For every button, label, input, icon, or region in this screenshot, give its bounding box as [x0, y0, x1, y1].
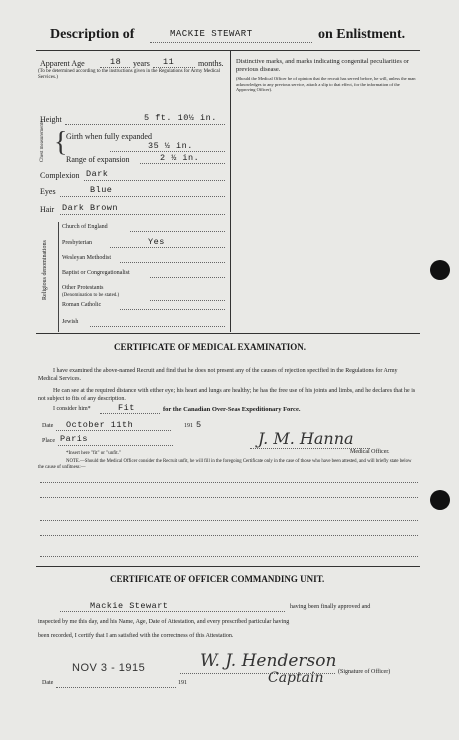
- cause-line-1: [40, 482, 418, 483]
- complexion-line: [84, 180, 225, 181]
- commanding-line-2: inspected by me this day, and his Name, Age, Date of Attestation, and every prescribed particular having: [38, 619, 290, 625]
- eyes-line: [60, 196, 225, 197]
- date-value: October 11th: [66, 420, 134, 430]
- fit-footnote: *Insert here "fit" or "unfit.": [66, 451, 121, 456]
- place-label: Place: [42, 438, 55, 444]
- age-months-value: 11: [163, 57, 175, 67]
- religion-baptist: Baptist or Congregationalist: [62, 270, 130, 276]
- religion-label: Religious denominations: [42, 240, 48, 300]
- religion-bracket: [58, 222, 59, 332]
- religion-line-5: [150, 300, 225, 301]
- consider-suffix: for the Canadian Over-Seas Expeditionary Force.: [163, 406, 301, 413]
- title-suffix: on Enlistment.: [318, 27, 406, 42]
- months-label: months.: [198, 59, 224, 68]
- chest-bracket: {: [54, 127, 68, 158]
- hair-value: Dark Brown: [62, 203, 119, 213]
- cause-line-4: [40, 535, 418, 536]
- commanding-date-line: [56, 687, 176, 688]
- religion-methodist: Wesleyan Methodist: [62, 255, 112, 261]
- girth-value: 35 ½ in.: [148, 141, 193, 151]
- religion-line-1: [130, 231, 225, 232]
- punch-hole-lower: [430, 490, 450, 510]
- consider-value: Fit: [118, 403, 135, 413]
- cause-line-5: [40, 556, 418, 557]
- religion-line-7: [90, 326, 225, 327]
- commanding-name-line: [60, 611, 285, 612]
- commanding-heading: CERTIFICATE OF OFFICER COMMANDING UNIT.: [110, 574, 325, 584]
- commanding-date-label: Date: [42, 680, 54, 686]
- place-line: [58, 445, 173, 446]
- girth-label: Girth when fully expanded: [66, 132, 152, 141]
- date-line: [56, 430, 171, 431]
- marks-heading: Distinctive marks, and marks indicating congenital peculiarities or previous disease.: [236, 58, 409, 73]
- cause-line-3: [40, 520, 418, 521]
- year-label: 191: [184, 423, 193, 429]
- medical-heading: CERTIFICATE OF MEDICAL EXAMINATION.: [114, 342, 307, 352]
- hair-label: Hair: [40, 205, 55, 214]
- commanding-signature-title: Captain: [268, 670, 324, 686]
- complexion-value: Dark: [86, 169, 109, 179]
- religion-roman-catholic: Roman Catholic: [62, 302, 102, 308]
- medical-officer-label: Medical Officer.: [350, 449, 390, 455]
- religion-presbyterian: Presbyterian: [62, 240, 92, 246]
- age-note: (To be determined according to the instructions given in the Regulations for Army Medical Services.): [38, 69, 220, 80]
- medical-para-1: I have examined the above-named Recruit and find that he does not present any of the causes of rejection specified in the Regulations for Army Medical Services.: [38, 368, 398, 382]
- religion-presbyterian-value: Yes: [148, 237, 165, 247]
- cause-line-2: [40, 497, 418, 498]
- height-value: 5 ft. 10½ in.: [144, 113, 217, 123]
- date-label: Date: [42, 423, 54, 429]
- apparent-age-label: Apparent Age: [40, 59, 85, 68]
- place-value: Paris: [60, 434, 89, 444]
- age-years-value: 18: [110, 57, 122, 67]
- column-divider: [230, 50, 231, 332]
- religion-line-2: [110, 247, 225, 248]
- commanding-line-1: having been finally approved and: [290, 604, 371, 610]
- religion-line-3: [120, 262, 225, 263]
- age-months-line: [153, 67, 195, 68]
- years-label: years: [133, 59, 150, 68]
- range-value: 2 ½ in.: [160, 153, 200, 163]
- girth-line: [110, 151, 225, 152]
- medical-para-2: He can see at the required distance with either eye; his heart and lungs are healthy; he has the free use of his joints and limbs, and he declares that he is not subject to fits of any description.: [38, 388, 416, 402]
- title-prefix: Description of: [50, 27, 135, 42]
- range-line: [140, 163, 225, 164]
- eyes-value: Blue: [90, 185, 113, 195]
- consider-label: I consider him*: [53, 406, 91, 412]
- header-rule: [36, 50, 420, 51]
- range-label: Range of expansion: [66, 155, 130, 164]
- commanding-line-3: been recorded, I certify that I am satisfied with the correctness of this Attestation.: [38, 633, 234, 639]
- recruit-name: MACKIE STEWART: [170, 29, 253, 39]
- medical-signature: J. M. Hanna: [258, 429, 354, 448]
- date-stamp: NOV 3 - 1915: [72, 662, 146, 674]
- consider-line: [100, 413, 160, 414]
- commanding-year-label: 191: [178, 680, 187, 686]
- unfit-note: NOTE.—Should the Medical Officer consider the Recruit unfit, he will fill in the foregoing Certificate only in the case of those who have been attested, and will briefly state below the cause of unfitness:—: [38, 459, 412, 470]
- height-label: Height: [40, 115, 62, 124]
- commanding-signature: W. J. Henderson: [200, 651, 337, 671]
- punch-hole-upper: [430, 260, 450, 280]
- religion-church-of-england: Church of England: [62, 224, 108, 230]
- year-value: 5: [196, 420, 202, 430]
- religion-line-6: [120, 309, 225, 310]
- age-years-line: [100, 67, 130, 68]
- religion-denomination-note: (Denomination to be stated.): [62, 293, 120, 298]
- religion-other-protestants: Other Protestants: [62, 285, 104, 291]
- commanding-sig-line: [180, 673, 335, 674]
- religion-line-4: [150, 277, 225, 278]
- eyes-label: Eyes: [40, 187, 56, 196]
- religion-jewish: Jewish: [62, 319, 79, 325]
- name-line: [150, 42, 312, 43]
- marks-note: (Should the Medical Officer be of opinion that the recruit has served before, he will, unless the man acknowledges to any previous service, attach a slip to that effect, for the information of the Approving Officer).: [236, 76, 416, 92]
- height-line: [65, 124, 225, 125]
- medical-top-rule: [36, 333, 420, 334]
- commanding-name-value: Mackie Stewart: [90, 601, 169, 611]
- page-title: [50, 27, 134, 43]
- complexion-label: Complexion: [40, 171, 80, 180]
- hair-line: [60, 214, 225, 215]
- commanding-sig-label: (Signature of Officer): [338, 669, 391, 675]
- commanding-top-rule: [36, 566, 420, 567]
- chest-label: Chest measurements: [40, 120, 45, 162]
